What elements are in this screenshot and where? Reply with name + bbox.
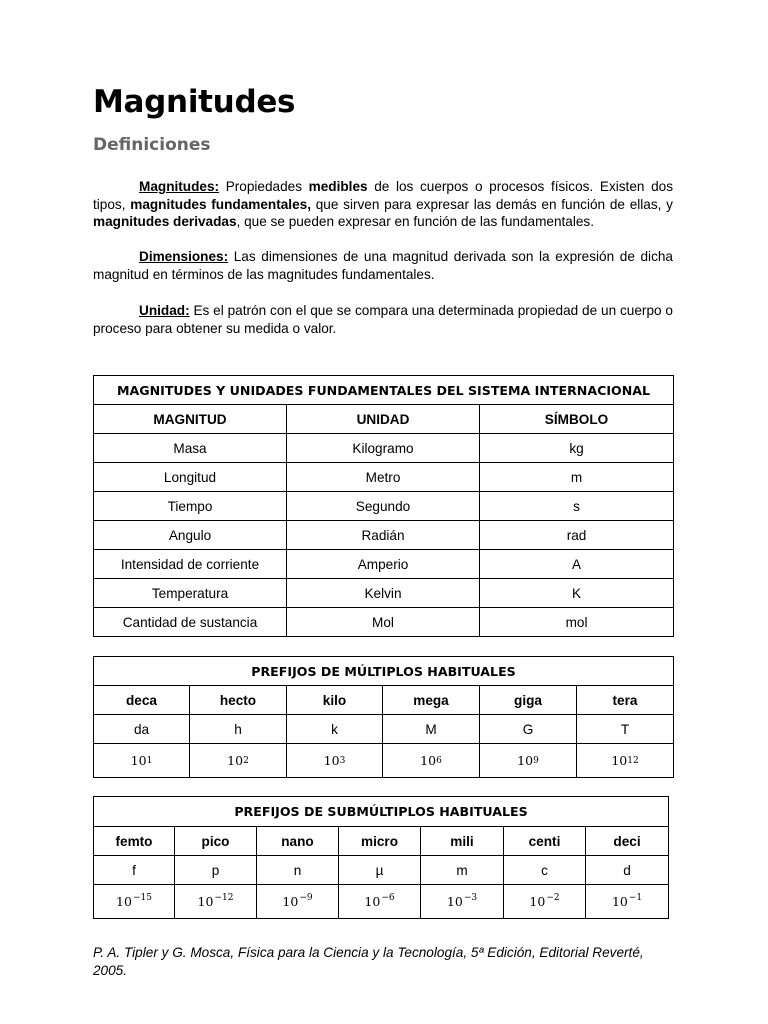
symbol-cell: kg — [480, 434, 674, 463]
multiples-table-title: PREFIJOS DE MÚLTIPLOS HABITUALES — [94, 657, 674, 686]
prefix-symbol: d — [586, 856, 669, 885]
power-exponent: −2 — [546, 893, 560, 903]
prefix-power — [175, 885, 257, 919]
table-row — [94, 492, 674, 521]
column-header: UNIDAD — [287, 405, 480, 434]
prefix-symbol: T — [577, 715, 674, 744]
magnitude-cell: Angulo — [94, 521, 287, 550]
magnitude-cell: Intensidad de corriente — [94, 550, 287, 579]
definition-emphasis: magnitudes fundamentales, — [130, 196, 311, 212]
prefix-power — [586, 885, 669, 919]
unit-cell: Metro — [287, 463, 480, 492]
prefix-name: tera — [577, 686, 674, 715]
prefix-name: kilo — [287, 686, 383, 715]
symbol-cell: K — [480, 579, 674, 608]
magnitude-cell: Longitud — [94, 463, 287, 492]
table-row — [94, 434, 674, 463]
section-subtitle: Definiciones — [93, 135, 211, 155]
power-base: 10 — [420, 753, 437, 768]
power-base: 10 — [130, 753, 147, 768]
definition-unidad — [93, 302, 673, 337]
si-table-title: MAGNITUDES Y UNIDADES FUNDAMENTALES DEL SISTEMA INTERNACIONAL — [94, 376, 674, 405]
power-base: 10 — [116, 894, 132, 909]
power-base: 10 — [446, 894, 463, 909]
table-row — [94, 521, 674, 550]
prefix-symbol: p — [175, 856, 257, 885]
power-base: 10 — [364, 894, 381, 909]
magnitude-cell: Temperatura — [94, 579, 287, 608]
table-row — [94, 463, 674, 492]
power-base: 10 — [323, 753, 340, 768]
table-row — [94, 550, 674, 579]
prefix-power — [504, 885, 586, 919]
column-header: MAGNITUD — [94, 405, 287, 434]
power-exponent: −3 — [463, 893, 478, 903]
symbol-cell: s — [480, 492, 674, 521]
prefix-name: giga — [480, 686, 577, 715]
prefix-symbol: m — [421, 856, 504, 885]
magnitude-cell: Masa — [94, 434, 287, 463]
power-exponent: 12 — [627, 756, 639, 766]
definition-text: Propiedades — [219, 179, 309, 194]
prefix-name: nano — [257, 827, 339, 856]
prefix-symbol: k — [287, 715, 383, 744]
power-base: 10 — [611, 894, 628, 909]
power-base: 10 — [227, 753, 244, 768]
prefix-name: deca — [94, 686, 190, 715]
definition-text: Las dimensiones de una magnitud derivada son la expresión de dicha magnitud en términos de las magnitudes fundamentales. — [93, 249, 673, 282]
symbol-cell: m — [480, 463, 674, 492]
submultiples-prefix-table — [93, 796, 669, 919]
table-row — [94, 608, 674, 637]
power-exponent: 9 — [533, 756, 539, 766]
prefix-name: micro — [339, 827, 421, 856]
magnitude-cell: Cantidad de sustancia — [94, 608, 287, 637]
power-exponent: 3 — [339, 756, 346, 766]
prefix-name: femto — [94, 827, 175, 856]
power-exponent: −12 — [214, 893, 234, 903]
prefix-power — [339, 885, 421, 919]
symbol-cell: mol — [480, 608, 674, 637]
unit-cell: Segundo — [287, 492, 480, 521]
definition-label: Magnitudes: — [139, 179, 220, 194]
definition-text: Es el patrón con el que se compara una determinada propiedad de un cuerpo o proceso para obtener su medida o valor. — [93, 303, 673, 336]
prefix-power-row — [94, 885, 669, 919]
prefix-power-row — [94, 744, 674, 778]
column-header: SÍMBOLO — [480, 405, 674, 434]
unit-cell: Radián — [287, 521, 480, 550]
prefix-symbol: G — [480, 715, 577, 744]
prefix-symbol: n — [257, 856, 339, 885]
prefix-name: hecto — [190, 686, 287, 715]
prefix-name: centi — [504, 827, 586, 856]
unit-cell: Kilogramo — [287, 434, 480, 463]
prefix-power — [94, 885, 175, 919]
prefix-power — [577, 744, 674, 778]
power-base: 10 — [517, 753, 534, 768]
prefix-symbol: da — [94, 715, 190, 744]
definition-dimensiones — [93, 248, 673, 283]
unit-cell: Amperio — [287, 550, 480, 579]
definition-magnitudes — [93, 178, 673, 231]
power-exponent: −9 — [299, 893, 313, 903]
unit-cell: Mol — [287, 608, 480, 637]
power-base: 10 — [611, 753, 628, 768]
power-exponent: −6 — [381, 893, 395, 903]
prefix-symbol-row — [94, 856, 669, 885]
definition-text: de los cuerpos o procesos físicos. Existen dos tipos, — [93, 179, 673, 212]
prefix-power — [383, 744, 480, 778]
si-units-table — [93, 375, 674, 637]
unit-cell: Kelvin — [287, 579, 480, 608]
page-title: Magnitudes — [93, 84, 296, 120]
prefix-name: mega — [383, 686, 480, 715]
power-exponent: 1 — [146, 756, 153, 766]
power-base: 10 — [529, 894, 546, 909]
prefix-name-row — [94, 827, 669, 856]
prefix-symbol: f — [94, 856, 175, 885]
table-row — [94, 579, 674, 608]
multiples-prefix-table — [93, 656, 674, 778]
power-exponent: −15 — [132, 893, 152, 903]
prefix-name: deci — [586, 827, 669, 856]
definition-emphasis: medibles — [308, 179, 368, 194]
prefix-power — [287, 744, 383, 778]
symbol-cell: A — [480, 550, 674, 579]
magnitude-cell: Tiempo — [94, 492, 287, 521]
definition-label: Unidad: — [139, 303, 190, 318]
prefix-symbol: µ — [339, 856, 421, 885]
prefix-name: mili — [421, 827, 504, 856]
power-exponent: 2 — [243, 756, 249, 766]
prefix-power — [421, 885, 504, 919]
definition-text: que sirven para expresar las demás en función de ellas, y — [310, 196, 673, 212]
prefix-power — [257, 885, 339, 919]
citation: P. A. Tipler y G. Mosca, Física para la Ciencia y la Tecnología, 5ª Edición, Editorial Reverté, 2005. — [93, 945, 644, 978]
prefix-symbol: c — [504, 856, 586, 885]
power-exponent: −1 — [628, 893, 643, 903]
power-base: 10 — [282, 894, 299, 909]
prefix-name-row — [94, 686, 674, 715]
definition-emphasis: magnitudes derivadas — [93, 214, 237, 229]
prefix-power — [94, 744, 190, 778]
prefix-power — [190, 744, 287, 778]
submultiples-table-title: PREFIJOS DE SUBMÚLTIPLOS HABITUALES — [94, 797, 669, 827]
symbol-cell: rad — [480, 521, 674, 550]
prefix-symbol: M — [383, 715, 480, 744]
prefix-power — [480, 744, 577, 778]
power-base: 10 — [197, 894, 214, 909]
power-exponent: 6 — [436, 756, 442, 766]
definition-label: Dimensiones: — [139, 249, 229, 264]
prefix-name: pico — [175, 827, 257, 856]
definition-text: , que se pueden expresar en función de las fundamentales. — [236, 214, 595, 229]
prefix-symbol-row — [94, 715, 674, 744]
prefix-symbol: h — [190, 715, 287, 744]
